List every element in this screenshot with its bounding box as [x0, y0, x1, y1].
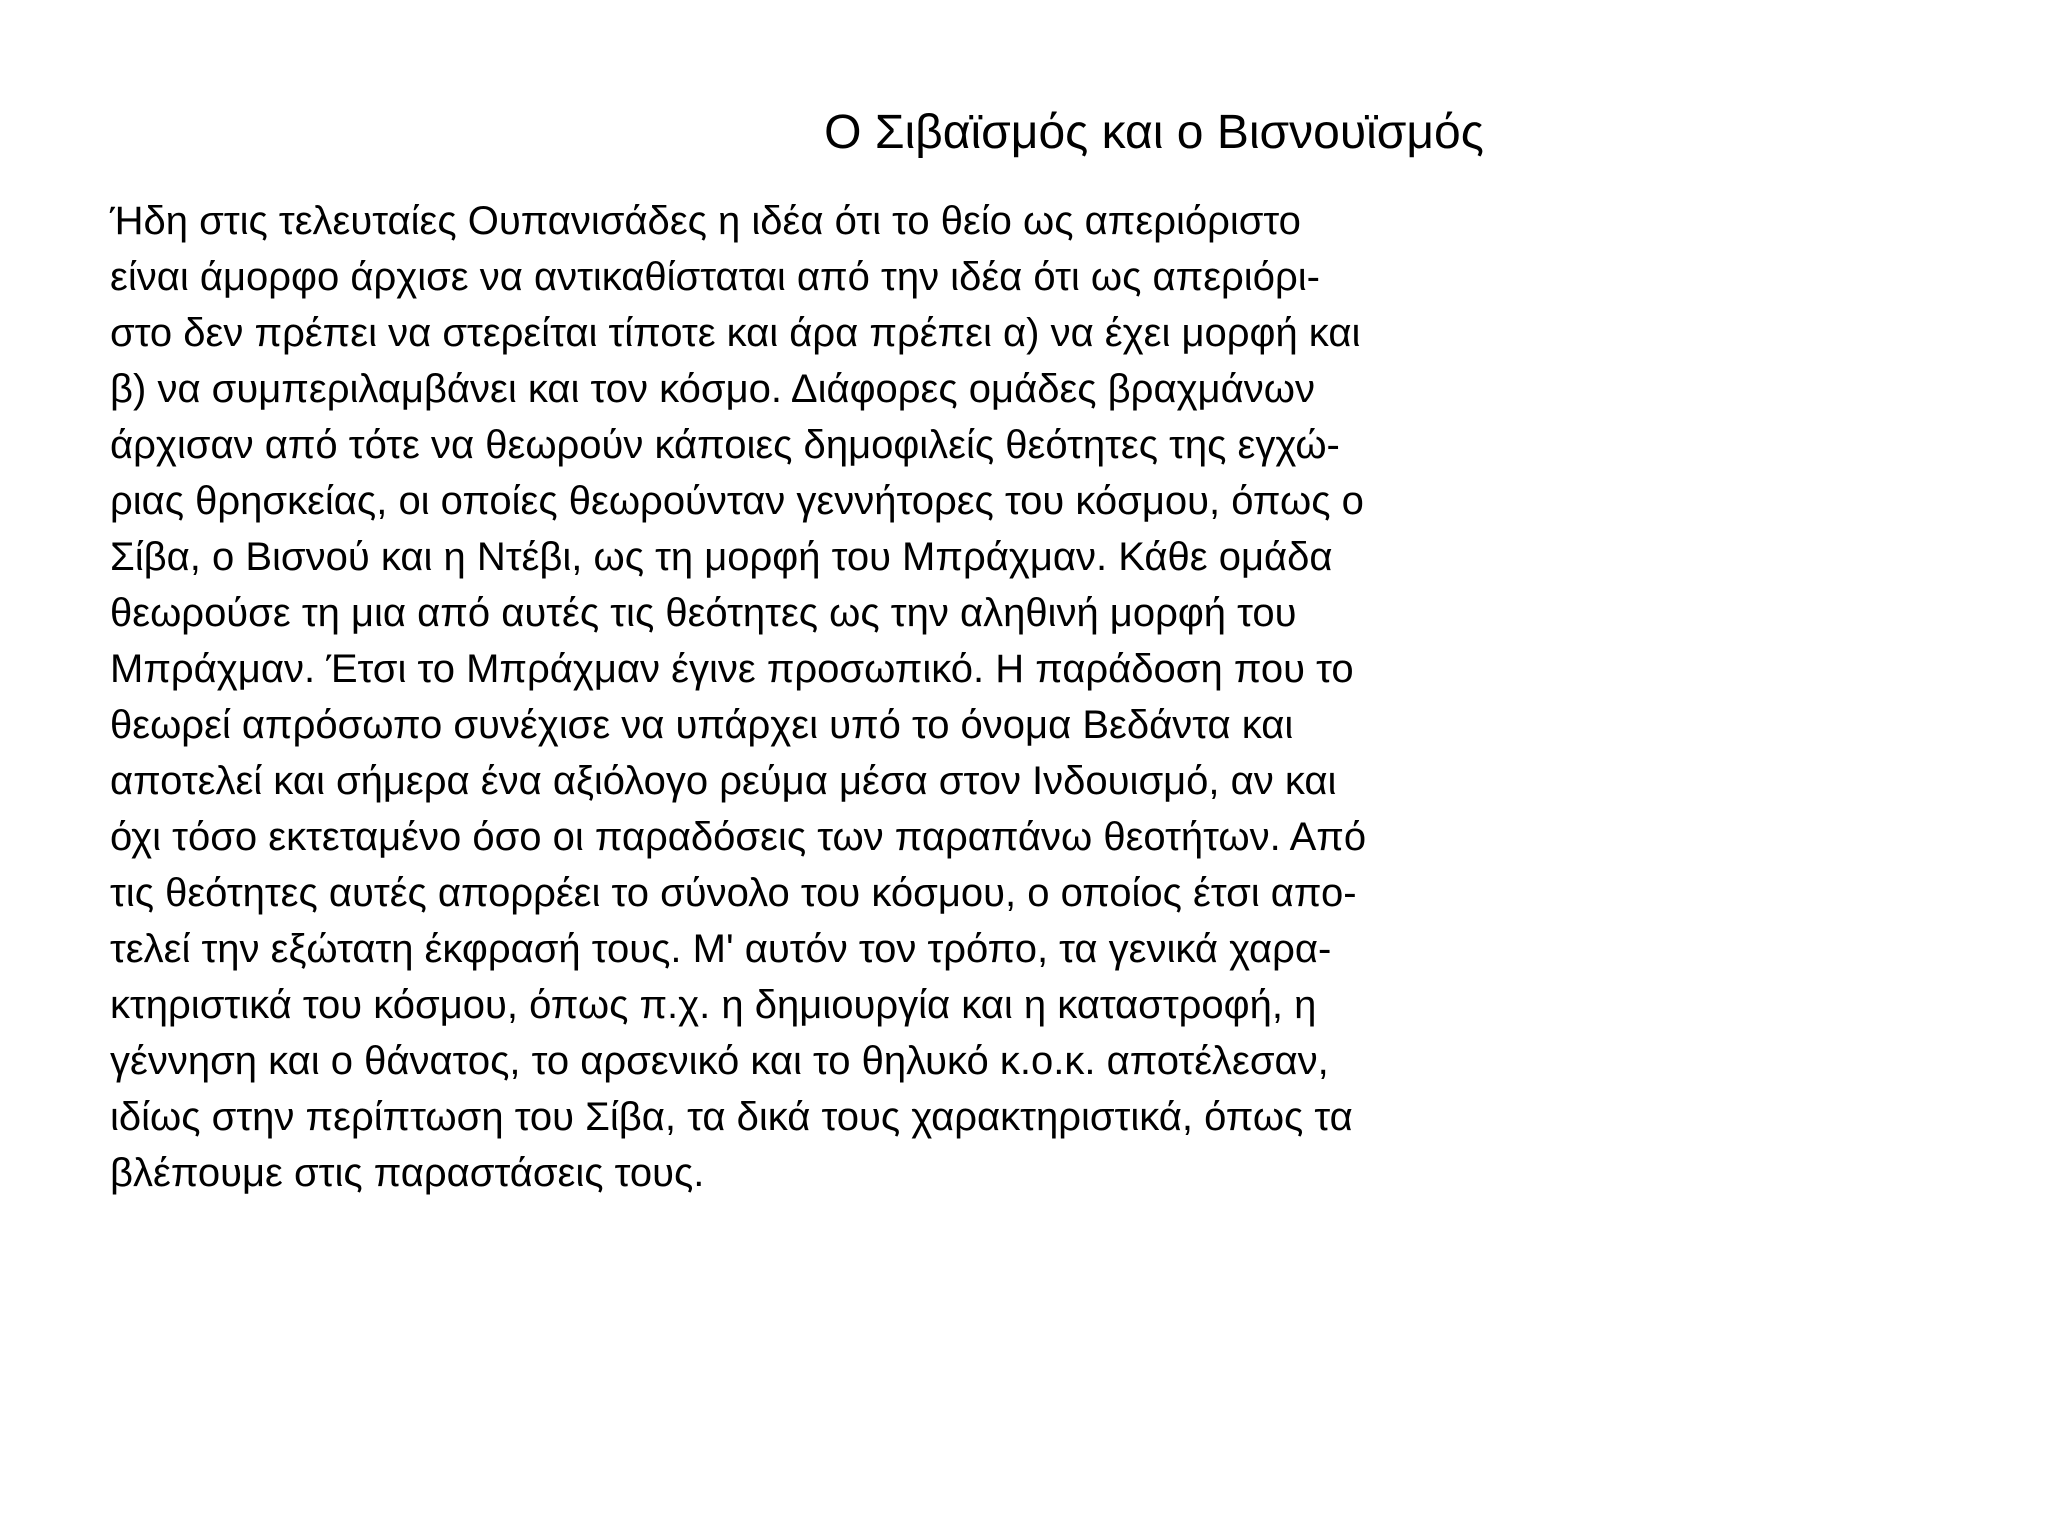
paragraph-line: Σίβα, ο Βισνού και η Ντέβι, ως τη μορφή του Μπράχμαν. Κάθε ομάδα: [110, 535, 1333, 579]
paragraph-line: β) να συμπεριλαμβάνει και τον κόσμο. Διάφορες ομάδες βραχμάνων: [110, 367, 1315, 411]
paragraph-line: θεωρούσε τη μια από αυτές τις θεότητες ως την αληθινή μορφή του: [110, 591, 1297, 635]
paragraph-line: θεωρεί απρόσωπο συνέχισε να υπάρχει υπό το όνομα Βεδάντα και: [110, 703, 1294, 747]
paragraph-line: όχι τόσο εκτεταμένο όσο οι παραδόσεις των παραπάνω θεοτήτων. Από: [110, 815, 1367, 859]
paragraph-line: είναι άμορφο άρχισε να αντικαθίσταται από την ιδέα ότι ως απεριόρι-: [110, 255, 1320, 299]
paragraph-line: Ήδη στις τελευταίες Ουπανισάδες η ιδέα ότι το θείο ως απεριόριστο: [110, 199, 1301, 243]
paragraph-line: στο δεν πρέπει να στερείται τίποτε και άρα πρέπει α) να έχει μορφή και: [110, 311, 1361, 355]
paragraph-line: Μπράχμαν. Έτσι το Μπράχμαν έγινε προσωπικό. Η παράδοση που το: [110, 647, 1354, 691]
body-paragraph: [110, 193, 1610, 1201]
paragraph-line: ιδίως στην περίπτωση του Σίβα, τα δικά τους χαρακτηριστικά, όπως τα: [110, 1095, 1353, 1139]
paragraph-line: ριας θρησκείας, οι οποίες θεωρούνταν γεννήτορες του κόσμου, όπως ο: [110, 479, 1364, 523]
paragraph-line: τελεί την εξώτατη έκφρασή τους. Μ' αυτόν τον τρόπο, τα γενικά χαρα-: [110, 927, 1332, 971]
paragraph-line: άρχισαν από τότε να θεωρούν κάποιες δημοφιλείς θεότητες της εγχώ-: [110, 423, 1340, 467]
paragraph-line: βλέπουμε στις παραστάσεις τους.: [110, 1151, 705, 1195]
paragraph-line: τις θεότητες αυτές απορρέει το σύνολο του κόσμου, ο οποίος έτσι απο-: [110, 871, 1357, 915]
page-title: Ο Σιβαϊσμός και ο Βισνουϊσμός: [824, 106, 1484, 159]
paragraph-line: κτηριστικά του κόσμου, όπως π.χ. η δημιουργία και η καταστροφή, η: [110, 983, 1317, 1027]
paragraph-line: αποτελεί και σήμερα ένα αξιόλογο ρεύμα μέσα στον Ινδουισμό, αν και: [110, 759, 1337, 803]
paragraph-line: γέννηση και ο θάνατος, το αρσενικό και το θηλυκό κ.ο.κ. αποτέλεσαν,: [110, 1039, 1329, 1083]
